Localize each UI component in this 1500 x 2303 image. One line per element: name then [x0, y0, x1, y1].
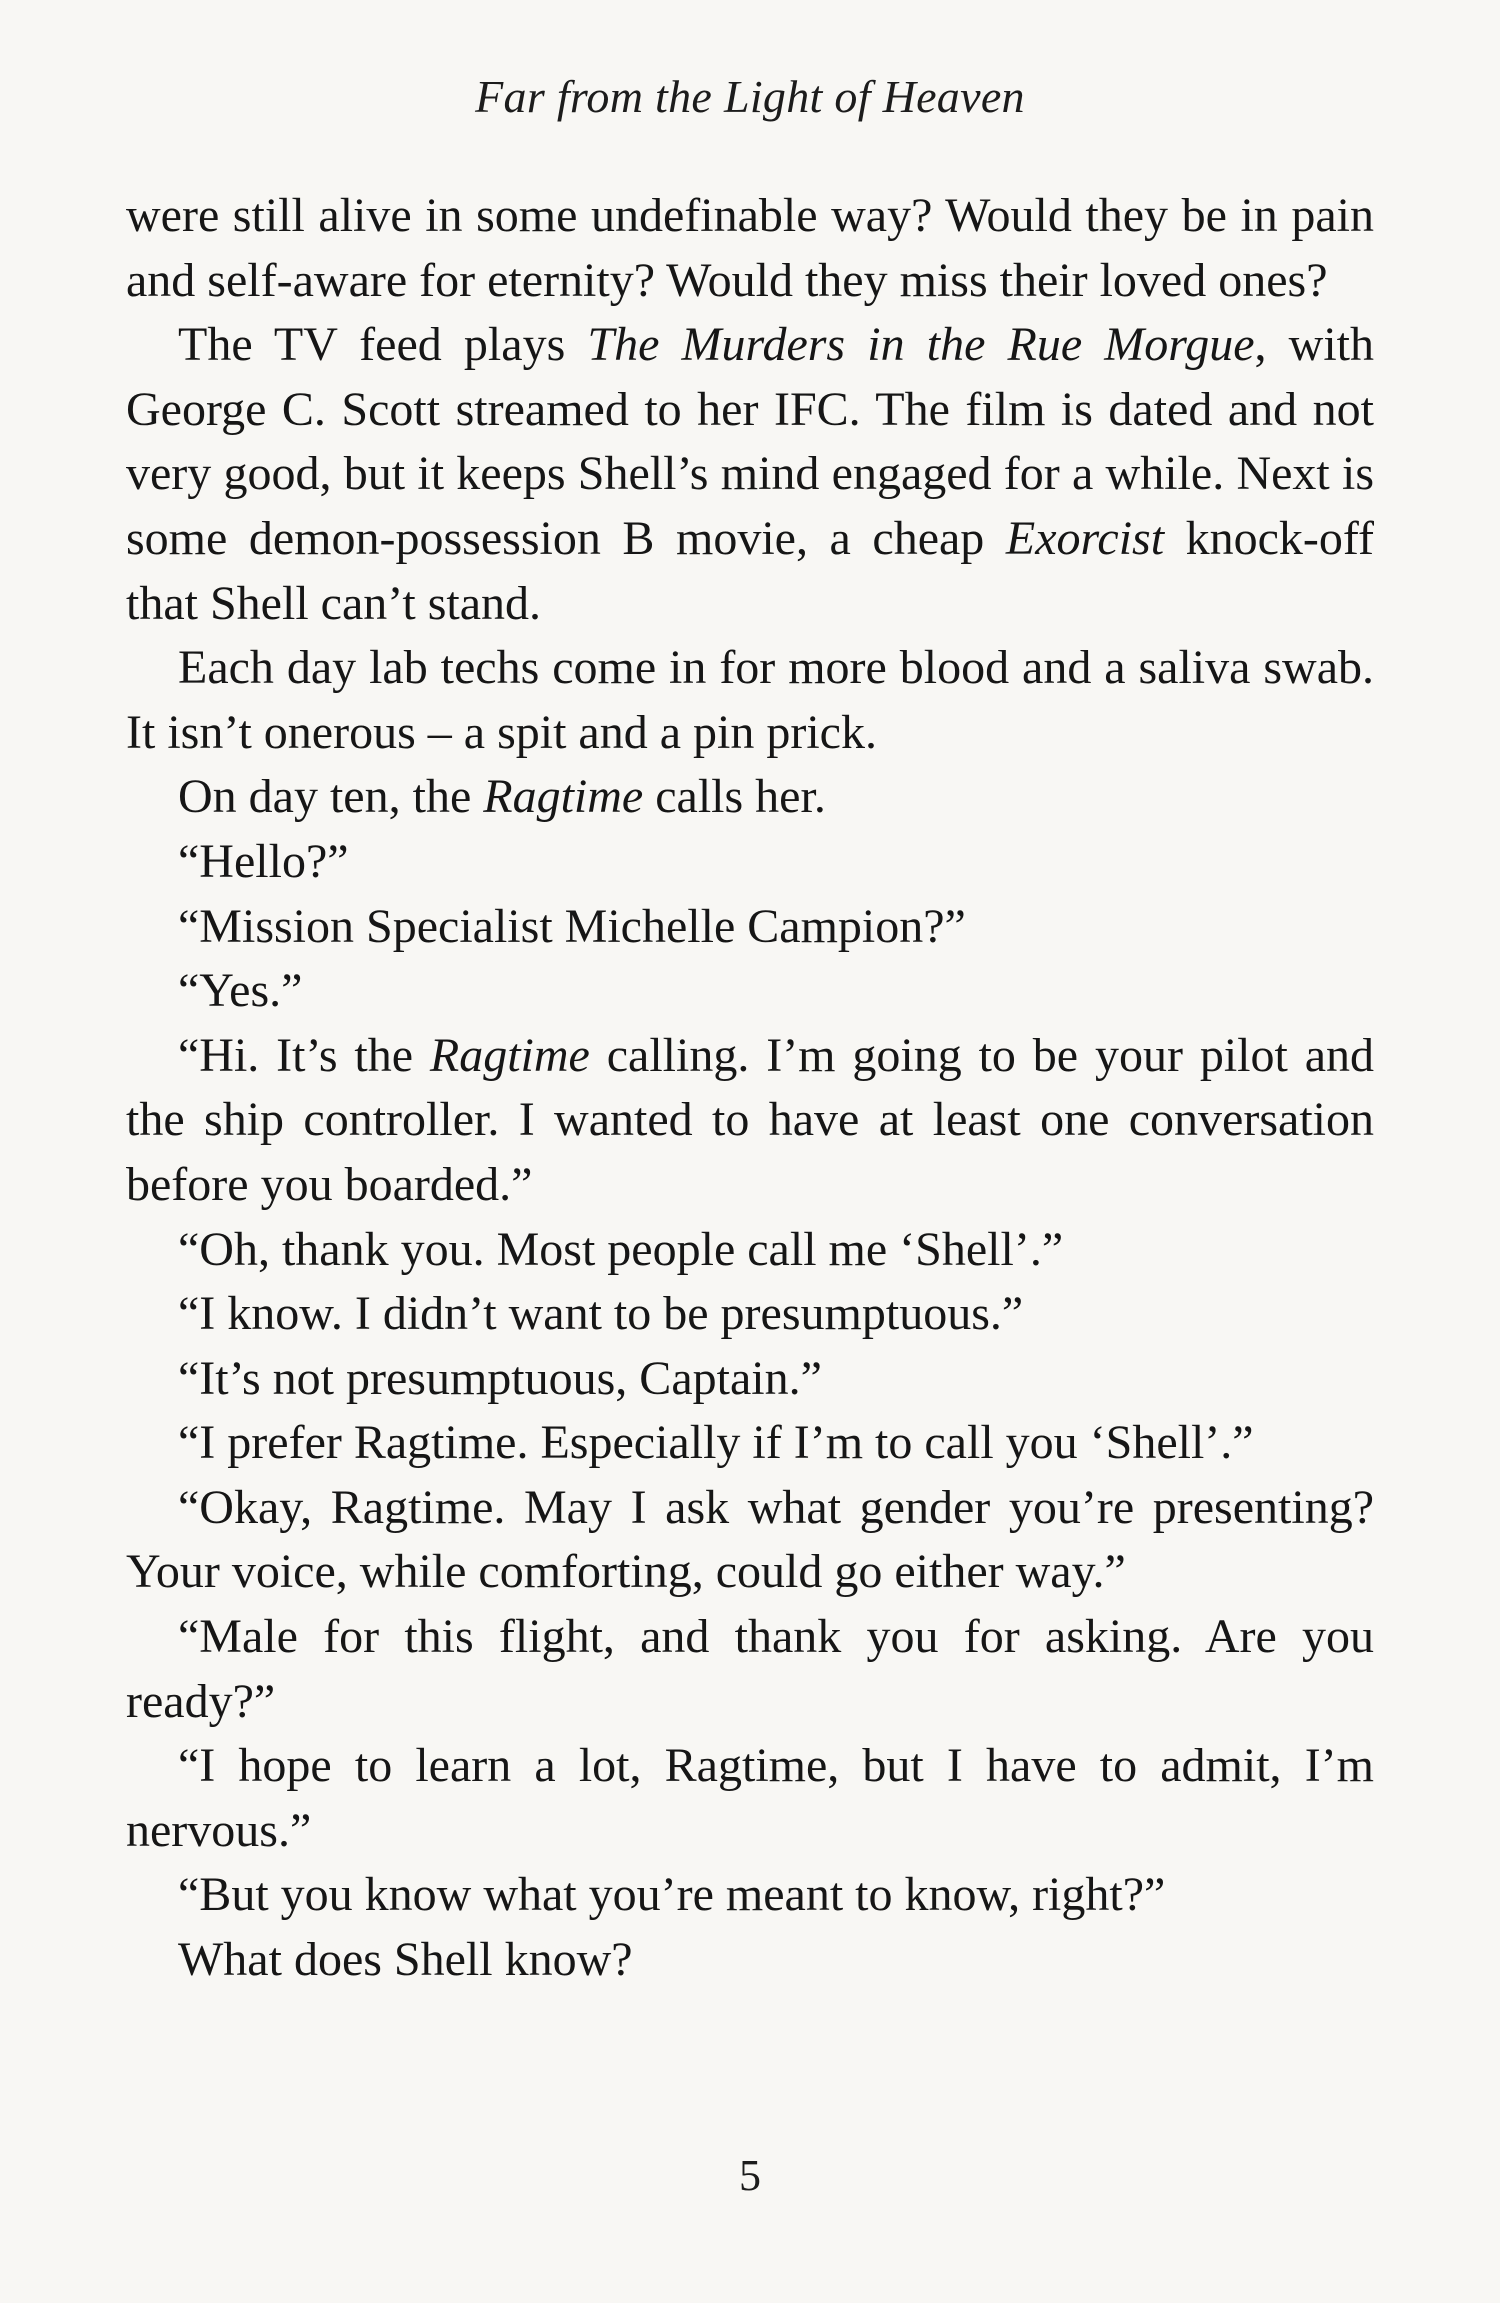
paragraph: [126, 1605, 1374, 1734]
text-run: On day ten, the: [178, 770, 484, 824]
running-head: Far from the Light of Heaven: [475, 71, 1025, 122]
text-run: calls her.: [643, 770, 826, 824]
text-run: “I prefer Ragtime. Especially if I’m to call you ‘Shell’.”: [178, 1416, 1254, 1470]
paragraph: [126, 184, 1374, 313]
paragraph: [126, 765, 1374, 830]
text-run: What does Shell know?: [178, 1933, 633, 1987]
paragraph: [126, 830, 1374, 895]
text-run: “Hello?”: [178, 834, 349, 888]
paragraph: [126, 1218, 1374, 1283]
paragraph: [126, 959, 1374, 1024]
paragraph: [126, 1863, 1374, 1928]
paragraph: [126, 1928, 1374, 1993]
text-run: “Yes.”: [178, 964, 303, 1018]
text-run: “Oh, thank you. Most people call me ‘Shell’.”: [178, 1222, 1064, 1276]
text-run: “It’s not presumptuous, Captain.”: [178, 1351, 822, 1405]
text-run: , with George C. Scott streamed to her IFC. The film is dated and not very good, but it keeps Shell’s mind engaged for a while. Next is some demon-possession B movie, a cheap: [126, 318, 1374, 565]
text-run: calling. I’m going to be your pilot and the ship controller. I wanted to have at least one conversation before you boarded.”: [126, 1028, 1374, 1211]
text-run: “Mission Specialist Michelle Campion?”: [178, 899, 966, 953]
text-run: “Male for this flight, and thank you for asking. Are you ready?”: [126, 1610, 1374, 1728]
paragraph: [126, 1347, 1374, 1412]
text-run: “I hope to learn a lot, Ragtime, but I have to admit, I’m nervous.”: [126, 1739, 1374, 1857]
paragraph: [126, 1734, 1374, 1863]
paragraph: [126, 313, 1374, 636]
paragraph: [126, 1282, 1374, 1347]
italic-title: Ragtime: [483, 770, 644, 824]
text-run: “Okay, Ragtime. May I ask what gender you’re presenting? Your voice, while comforting, could go either way.”: [126, 1480, 1374, 1599]
italic-title: The Murders in the Rue Morgue: [587, 318, 1255, 372]
text-run: “But you know what you’re meant to know, right?”: [178, 1868, 1166, 1922]
paragraph: [126, 1024, 1374, 1218]
text-run: were still alive in some undefinable way? Would they be in pain and self-aware for eternity? Would they miss their loved ones?: [126, 189, 1374, 307]
paragraph: [126, 895, 1374, 960]
italic-title: Exorcist: [1005, 511, 1165, 565]
text-run: knock-off that Shell can’t stand.: [126, 511, 1375, 630]
text-run: The TV feed plays: [178, 318, 588, 372]
italic-title: Ragtime: [429, 1028, 590, 1082]
paragraph: [126, 1411, 1374, 1476]
text-run: “Hi. It’s the: [178, 1028, 430, 1082]
page-number: 5: [739, 2151, 761, 2200]
body-text: [126, 184, 1374, 1993]
paragraph: [126, 1476, 1374, 1605]
text-run: “I know. I didn’t want to be presumptuous.”: [178, 1287, 1024, 1341]
paragraph: [126, 636, 1374, 765]
text-run: Each day lab techs come in for more blood and a saliva swab. It isn’t onerous – a spit and a pin prick.: [126, 641, 1374, 759]
